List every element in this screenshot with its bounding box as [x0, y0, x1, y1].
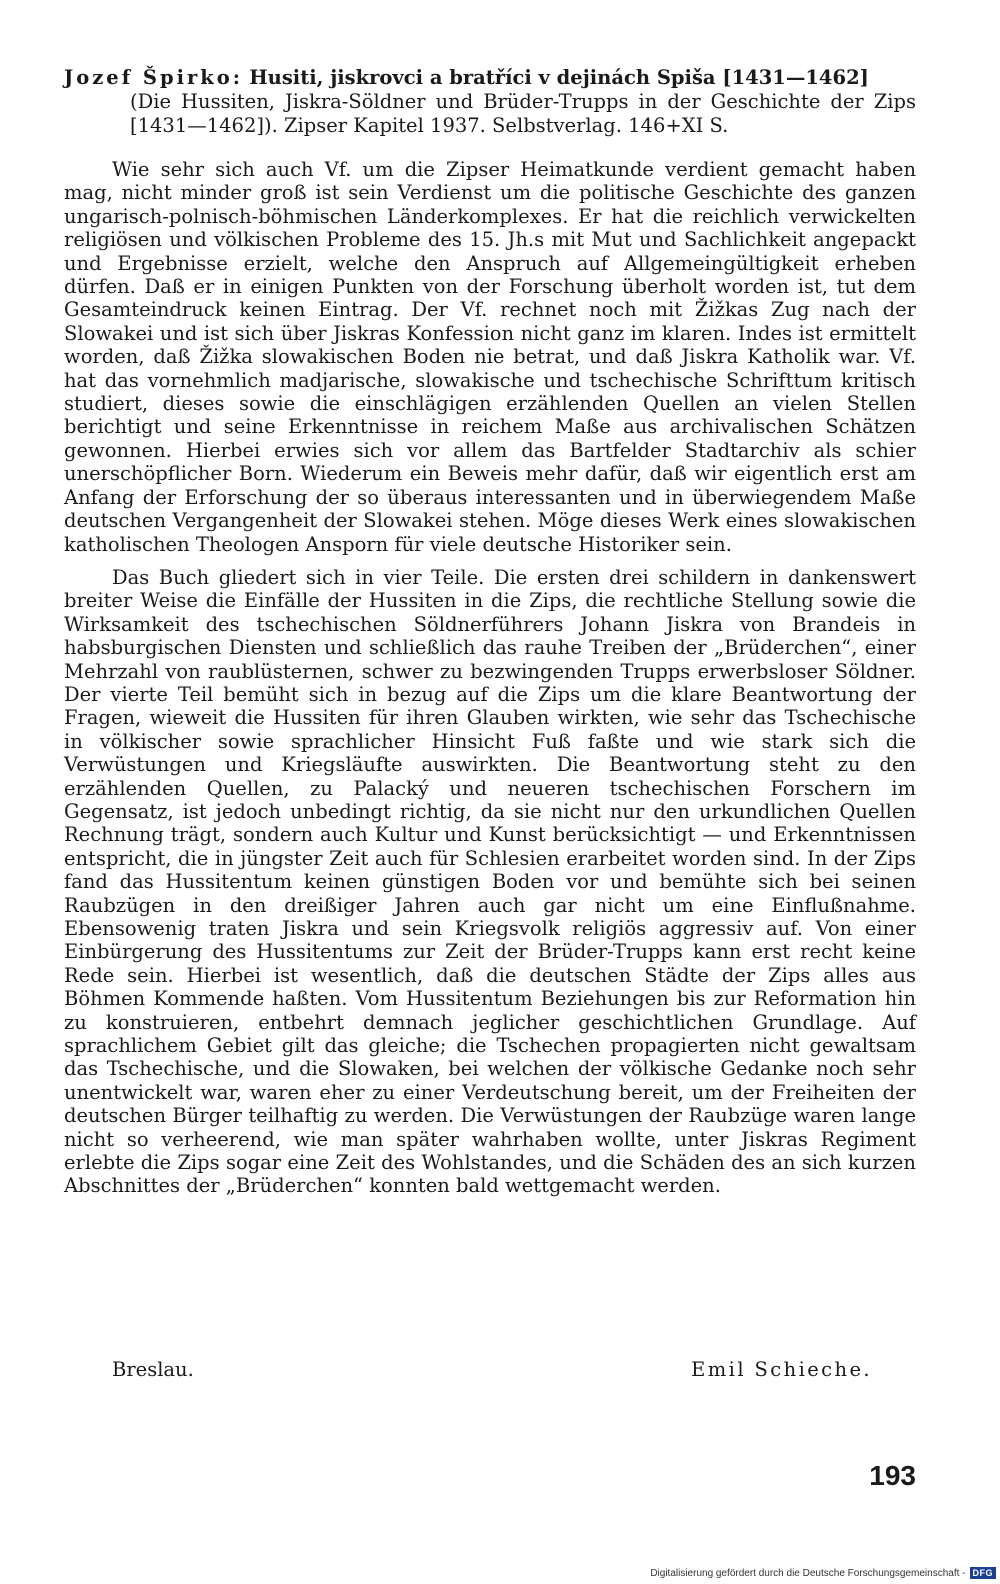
credit-text: Digitalisierung gefördert durch die Deutsche Forschungsgemeinschaft -: [650, 1567, 966, 1579]
signature-reviewer: Emil Schieche.: [691, 1358, 872, 1381]
book-subtitle: (Die Hussiten, Jiskra-Söldner und Brüder-Trupps in der Geschichte der Zips [1431—1462]). Zipser Kapitel 1937. Selbstverlag. 146+XI S.: [130, 90, 916, 137]
review-article: [64, 66, 916, 1198]
dfg-logo: DFG: [970, 1567, 997, 1579]
review-paragraph-2: Das Buch gliedert sich in vier Teile. Die ersten drei schildern in dankenswert breiter Weise die Einfälle der Hussiten in die Zips, die rechtliche Stellung sowie die Wirksamkeit des tschechischen Söldnerführers Johann Jiskra von Brandeis in habsburgischen Diensten und schließlich das rauhe Treiben der „Brüderchen“, einer Mehrzahl von raublüsternen, schwer zu bezwingenden Trupps erwerbsloser Söldner. Der vierte Teil bemüht sich in bezug auf die Zips um die klare Beantwortung der Fragen, wieweit die Hussiten für ihren Glauben wirkten, wie sehr das Tschechische in völkischer sowie sprachlicher Hinsicht Fuß faßte und wie stark sich die Verwüstungen und Kriegsläufte auswirkten. Die Beantwortung steht zu den erzählenden Quellen, zu Palacký und neueren tschechischen Forschern im Gegensatz, ist jedoch unbedingt richtig, da sie nicht nur den urkundlichen Quellen Rechnung trägt, sondern auch Kultur und Kunst berücksichtigt — und Erkenntnissen entspricht, die in jüngster Zeit auch für Schlesien erarbeitet worden sind. In der Zips fand das Hussitentum keinen günstigen Boden vor und bemühte sich bei seinen Raubzügen in den dreißiger Jahren auch gar nicht um eine Einflußnahme. Ebensowenig traten Jiskra und sein Kriegsvolk religiös aggressiv auf. Von einer Einbürgerung des Hussitentums zur Zeit der Brüder-Trupps kann erst recht keine Rede sein. Hierbei ist wesentlich, daß die deutschen Städte der Zips alles aus Böhmen Kommende haßten. Vom Hussitentum Beziehungen bis zur Reformation hin zu konstruieren, entbehrt demnach jeglicher geschichtlichen Grundlage. Auf sprachlichem Gebiet gilt das gleiche; die Tschechen propagierten nicht gewaltsam das Tschechische, und die Slowaken, bei welchen der völkische Gedanke noch sehr unentwickelt war, waren eher zu einer Verdeutschung bereit, um der Freiheiten der deutschen Bürger teilhaftig zu werden. Die Verwüstungen der Raubzüge waren lange nicht so verheerend, wie man später wahrhaben wollte, unter Jiskras Regiment erlebte die Zips sogar eine Zeit des Wohlstandes, und die Schäden des an sich kurzen Abschnittes der „Brüderchen“ konnten bald wettgemacht werden.: [64, 565, 916, 1198]
book-title: Husiti, jiskrovci a bratříci v dejinách Spiša [1431—1462]: [249, 66, 869, 89]
review-heading: [64, 66, 916, 90]
signature-city: Breslau.: [112, 1358, 194, 1381]
book-author: Jozef Špirko:: [64, 66, 244, 89]
digitization-credit: [650, 1567, 996, 1579]
page-number: 193: [869, 1460, 916, 1491]
review-paragraph-1: Wie sehr sich auch Vf. um die Zipser Heimatkunde verdient gemacht haben mag, nicht minder groß ist sein Verdienst um die politische Geschichte des ganzen ungarisch-polnisch-böhmischen Länderkomplexes. Er hat die reichlich verwickelten religiösen und völkischen Probleme des 15. Jh.s mit Mut und Sachlichkeit angepackt und Ergebnisse erzielt, welche den Anspruch auf Allgemeingültigkeit erheben dürfen. Daß er in einigen Punkten von der Forschung überholt worden ist, tut dem Gesamteindruck keinen Eintrag. Der Vf. rechnet noch mit Žižkas Zug nach der Slowakei und ist sich über Jiskras Konfession nicht ganz im klaren. Indes ist ermittelt worden, daß Žižka slowakischen Boden nie betrat, und daß Jiskra Katholik war. Vf. hat das vornehmlich madjarische, slowakische und tschechische Schrifttum kritisch studiert, dieses sowie die einschlägigen erzählenden Quellen an vielen Stellen berichtigt und seine Erkenntnisse in reichem Maße aus archivalischen Schätzen gewonnen. Hierbei erwies sich vor allem das Bartfelder Stadtarchiv als schier unerschöpflicher Born. Wiederum ein Beweis mehr dafür, daß wir eigentlich erst am Anfang der Erforschung der so überaus interessanten und in überwiegendem Maße deutschen Vergangenheit der Slowakei stehen. Möge dieses Werk eines slowakischen katholischen Theologen Ansporn für viele deutsche Historiker sein.: [64, 158, 916, 556]
